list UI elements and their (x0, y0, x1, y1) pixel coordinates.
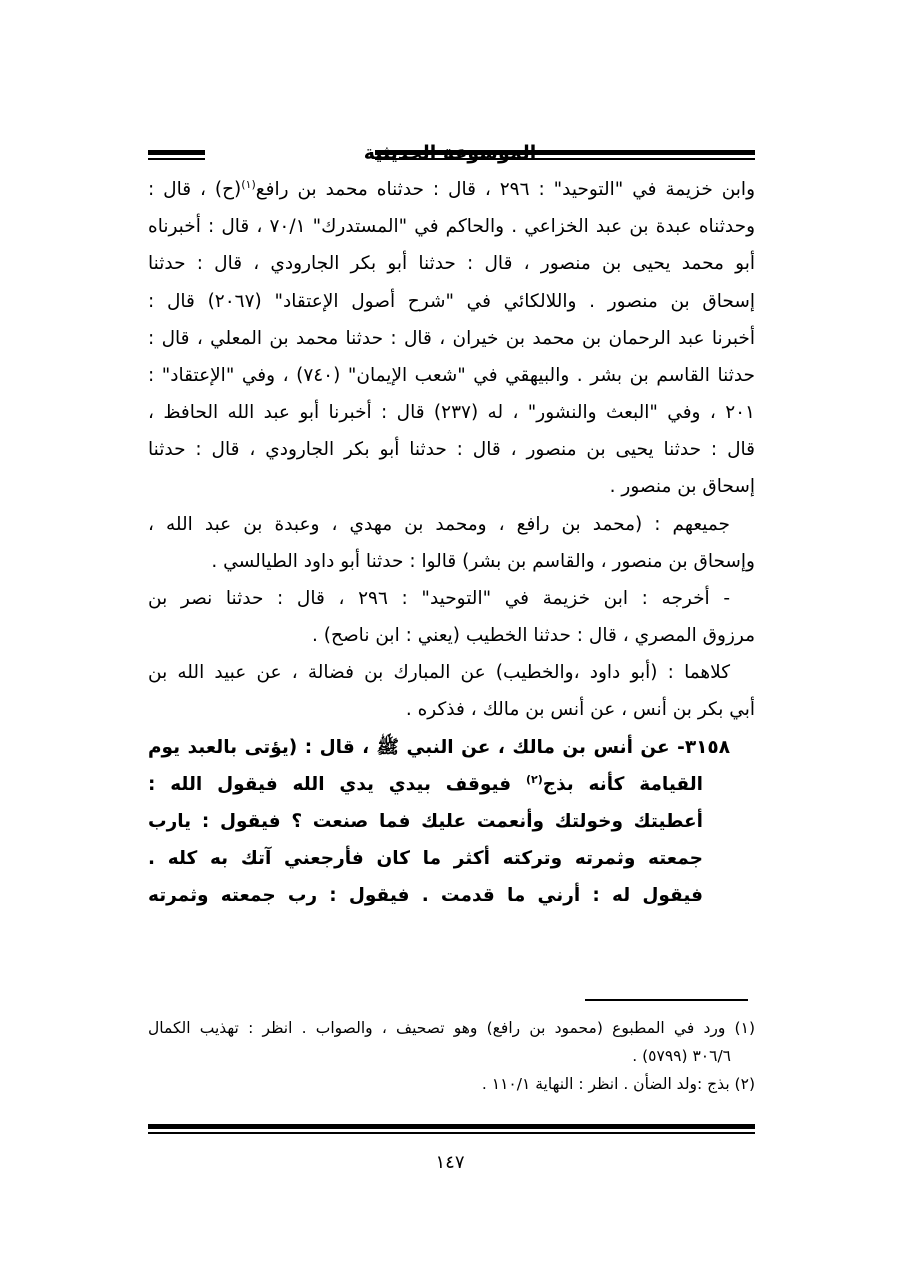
hadith-line: جمعته وثمرته وتركته أكثر ما كان فأرجعني آتك به كله . (148, 848, 703, 869)
text-span: (ح) ، قال : (148, 179, 242, 200)
page-number: ١٤٧ (435, 1152, 465, 1173)
text-line: إسحاق بن منصور . واللالكائي في "شرح أصول الإعتقاد" (٢٠٦٧) قال : (148, 291, 755, 312)
text-line: كلاهما : (أبو داود ،والخطيب) عن المبارك بن فضالة ، عن عبيد الله بن (148, 662, 730, 683)
footer-rule-thick (148, 1124, 755, 1129)
hadith-line: ٣١٥٨- عن أنس بن مالك ، عن النبي ﷺ ، قال : (يؤتى بالعبد يوم (148, 737, 730, 758)
running-header-title: الموسوعة الحديثية (363, 142, 537, 164)
text-span: القيامة كأنه بذج (542, 774, 704, 795)
text-line: أخبرنا عبد الرحمان بن محمد بن خيران ، قال : حدثنا محمد بن المعلي ، قال : (148, 328, 755, 349)
footer-rule-thin (148, 1132, 755, 1134)
text-line: ٢٠١ ، وفي "البعث والنشور" ، له (٢٣٧) قال : أخبرنا أبو عبد الله الحافظ ، (148, 402, 755, 423)
hadith-line: فيقول له : أرني ما قدمت . فيقول : رب جمعته وثمرته (148, 885, 703, 906)
text-line: أبو محمد يحيى بن منصور ، قال : حدثنا أبو بكر الجارودي ، قال : حدثنا (148, 253, 755, 274)
hadith-line: أعطيتك وخولتك وأنعمت عليك فما صنعت ؟ فيقول : يارب (148, 811, 703, 832)
text-line: - أخرجه : ابن خزيمة في "التوحيد" : ٢٩٦ ، قال : حدثنا نصر بن (148, 588, 731, 609)
footnote-ref[interactable]: (١) (241, 177, 256, 191)
text-span: فيوقف بيدي يدي الله فيقول الله : (148, 774, 526, 795)
text-line: وإسحاق بن منصور ، والقاسم بن بشر) قالوا : حدثنا أبو داود الطيالسي . (211, 551, 755, 572)
text-line (148, 178, 755, 202)
footnote-separator (585, 999, 748, 1001)
text-line: جميعهم : (محمد بن رافع ، ومحمد بن مهدي ، وعبدة بن عبد الله ، (148, 514, 730, 535)
text-line: إسحاق بن منصور . (609, 476, 755, 497)
footnote-1-continued: ٣٠٦/٦ (٥٧٩٩) . (632, 1047, 731, 1065)
hadith-line (148, 773, 703, 797)
footnote-1: (١) ورد في المطبوع (محمود بن رافع) وهو تصحيف ، والصواب . انظر : تهذيب الكمال (148, 1019, 755, 1037)
text-line: حدثنا القاسم بن بشر . والبيهقي في "شعب الإيمان" (٧٤٠) ، وفي "الإعتقاد" : (148, 365, 755, 386)
footnote-ref[interactable]: (٢) (525, 772, 543, 786)
text-line: قال : حدثنا يحيى بن منصور ، قال : حدثنا أبو بكر الجارودي ، قال : حدثنا (148, 439, 755, 460)
footnote-2: (٢) بذج :ولد الضأن . انظر : النهاية ١١٠/١ . (481, 1075, 755, 1093)
text-line: أبي بكر بن أنس ، عن أنس بن مالك ، فذكره . (405, 699, 755, 720)
text-span: وابن خزيمة في "التوحيد" : ٢٩٦ ، قال : حدثناه محمد بن رافع (255, 179, 755, 200)
text-line: مرزوق المصري ، قال : حدثنا الخطيب (يعني : ابن ناصح) . (312, 625, 755, 646)
text-line: وحدثناه عبدة بن عبد الخزاعي . والحاكم في "المستدرك" ٧٠/١ ، قال : أخبرناه (148, 216, 755, 237)
